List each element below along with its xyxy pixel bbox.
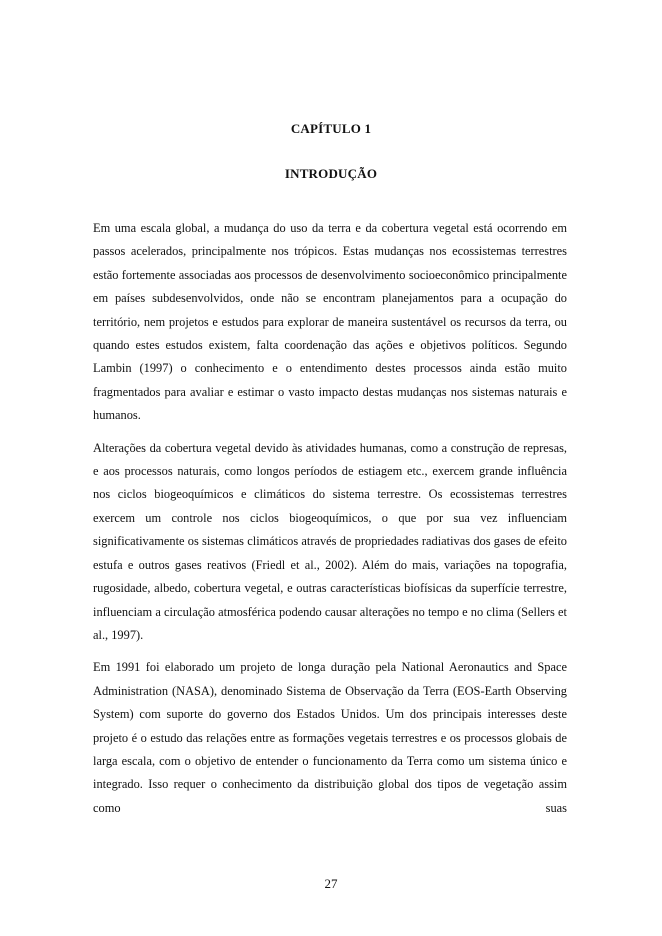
page-number: 27 — [324, 876, 338, 891]
paragraph: Alterações da cobertura vegetal devido às atividades humanas, como a construção de represas, e aos processos naturais, como longos períodos de estiagem etc., exercem grande influência nos ciclos biogeoquímicos e climáticos do sistema terrestre. Os ecossistemas terrestres exercem um controle nos ciclos biogeoquímicos, o que por sua vez influenciam significativamente os sistemas climáticos através de propriedades radiativas dos gases de efeito estufa e outros gases reativos (Friedl et al., 2002). Além do mais, variações na topografia, rugosidade, albedo, cobertura vegetal, e outras características biofísicas da superfície terrestre, influenciam a circulação atmosférica podendo causar alterações no tempo e no clima (Sellers et al., 1997). — [93, 440, 567, 642]
chapter-title: INTRODUÇÃO — [284, 166, 378, 181]
body-text — [93, 217, 567, 829]
chapter-heading: CAPÍTULO 1 — [290, 121, 372, 136]
paragraph: Em 1991 foi elaborado um projeto de longa duração pela National Aeronautics and Space Administration (NASA), denominado Sistema de Observação da Terra (EOS-Earth Observing System) com suporte do governo dos Estados Unidos. Um dos principais interesses deste projeto é o estudo das relações entre as formações vegetais terrestres e os processos globais de larga escala, com o objetivo de entender o funcionamento da Terra como um sistema único e integrado. Isso requer o conhecimento da distribuição global dos tipos de vegetação assim como suas — [93, 660, 567, 815]
paragraph: Em uma escala global, a mudança do uso da terra e da cobertura vegetal está ocorrendo em passos acelerados, principalmente nos trópicos. Estas mudanças nos ecossistemas terrestres estão fortemente associadas aos processos de desenvolvimento socioeconômico principalmente em países subdesenvolvidos, onde não se encontram planejamentos para a ocupação do território, nem projetos e estudos para explorar de maneira sustentável os recursos da terra, ou quando estes estudos existem, falta coordenação das ações e objetivos políticos. Segundo Lambin (1997) o conhecimento e o entendimento destes processos ainda estão muito fragmentados para avaliar e estimar o vasto impacto destas mudanças nos sistemas naturais e humanos. — [93, 221, 567, 423]
